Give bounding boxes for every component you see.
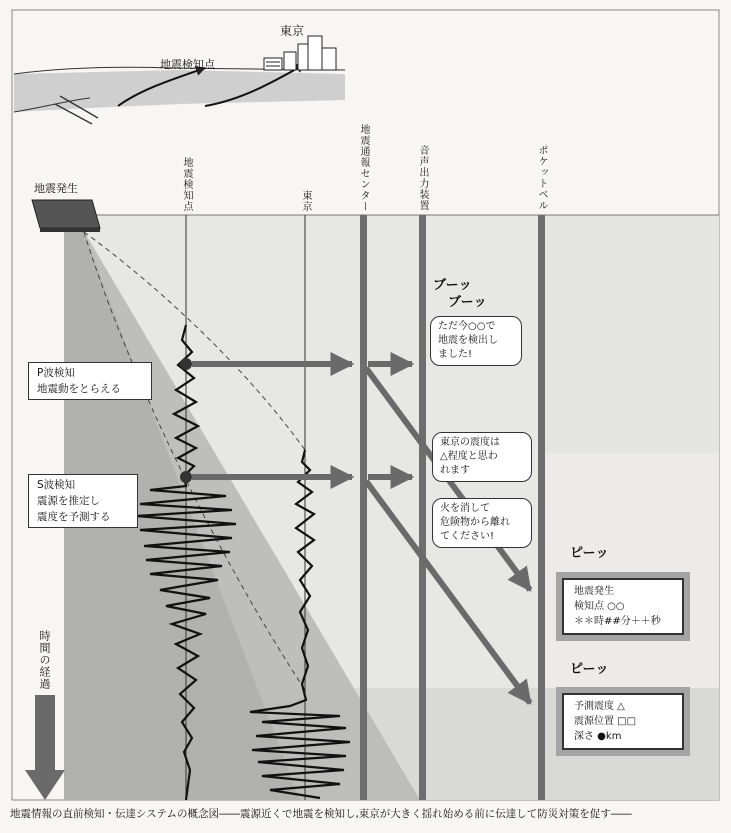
pager-display-1: 地震発生 検知点 ○○ ＊＊時##分＋＋秒	[562, 578, 684, 635]
time-passage-label: 時間の経過	[38, 630, 51, 690]
figure-caption: 地震情報の直前検知・伝達システムの概念図――震源近くで地震を検知し,東京が大きく揺れ始める前に伝達して防災対策を促す――	[10, 808, 632, 820]
s-wave-desc-2: 震度を予測する	[37, 511, 111, 523]
pager-column-label: ポケットベル	[536, 145, 547, 211]
boo-sound-1: ブーッ	[433, 278, 472, 293]
voice-bubble-3: 火を消して 危険物から離れ てください!	[432, 498, 532, 548]
pager-bar	[538, 215, 545, 800]
p-wave-detection-dot	[180, 358, 192, 370]
center-column-label: 地震通報センター	[358, 124, 369, 212]
beep-sound-2: ピーッ	[570, 662, 609, 677]
p-wave-title: P波検知	[37, 367, 75, 379]
earthquake-source-icon	[32, 200, 100, 232]
earthquake-label: 地震発生	[34, 182, 78, 195]
p-wave-callout	[28, 362, 152, 400]
time-arrow	[25, 695, 65, 800]
detection-point-column-label: 地震検知点	[181, 157, 192, 212]
s-wave-desc-1: 震源を推定し	[37, 495, 100, 507]
center-bar	[360, 215, 367, 800]
voice-output-bar	[419, 215, 426, 800]
s-wave-detection-dot	[180, 471, 192, 483]
tokyo-column-label: 東京	[300, 190, 311, 212]
voice-column-label: 音声出力装置	[417, 145, 428, 211]
boo-sound-2: ブーッ	[448, 295, 487, 310]
voice-bubble-2: 東京の震度は △程度と思わ れます	[432, 432, 532, 482]
map-tokyo-label: 東京	[280, 24, 305, 38]
band-2	[545, 453, 719, 688]
map-detection-point-label: 地震検知点	[160, 58, 215, 71]
band-1	[545, 215, 719, 453]
s-wave-title: S波検知	[37, 479, 76, 491]
s-wave-callout	[28, 474, 138, 528]
top-map	[14, 36, 345, 124]
beep-sound-1: ピーッ	[570, 546, 609, 561]
p-wave-desc: 地震動をとらえる	[37, 383, 121, 395]
pager-display-2: 予測震度 △ 震源位置 □□ 深さ ●km	[562, 693, 684, 750]
voice-bubble-1: ただ今○○で 地震を検出し ました!	[430, 316, 522, 366]
